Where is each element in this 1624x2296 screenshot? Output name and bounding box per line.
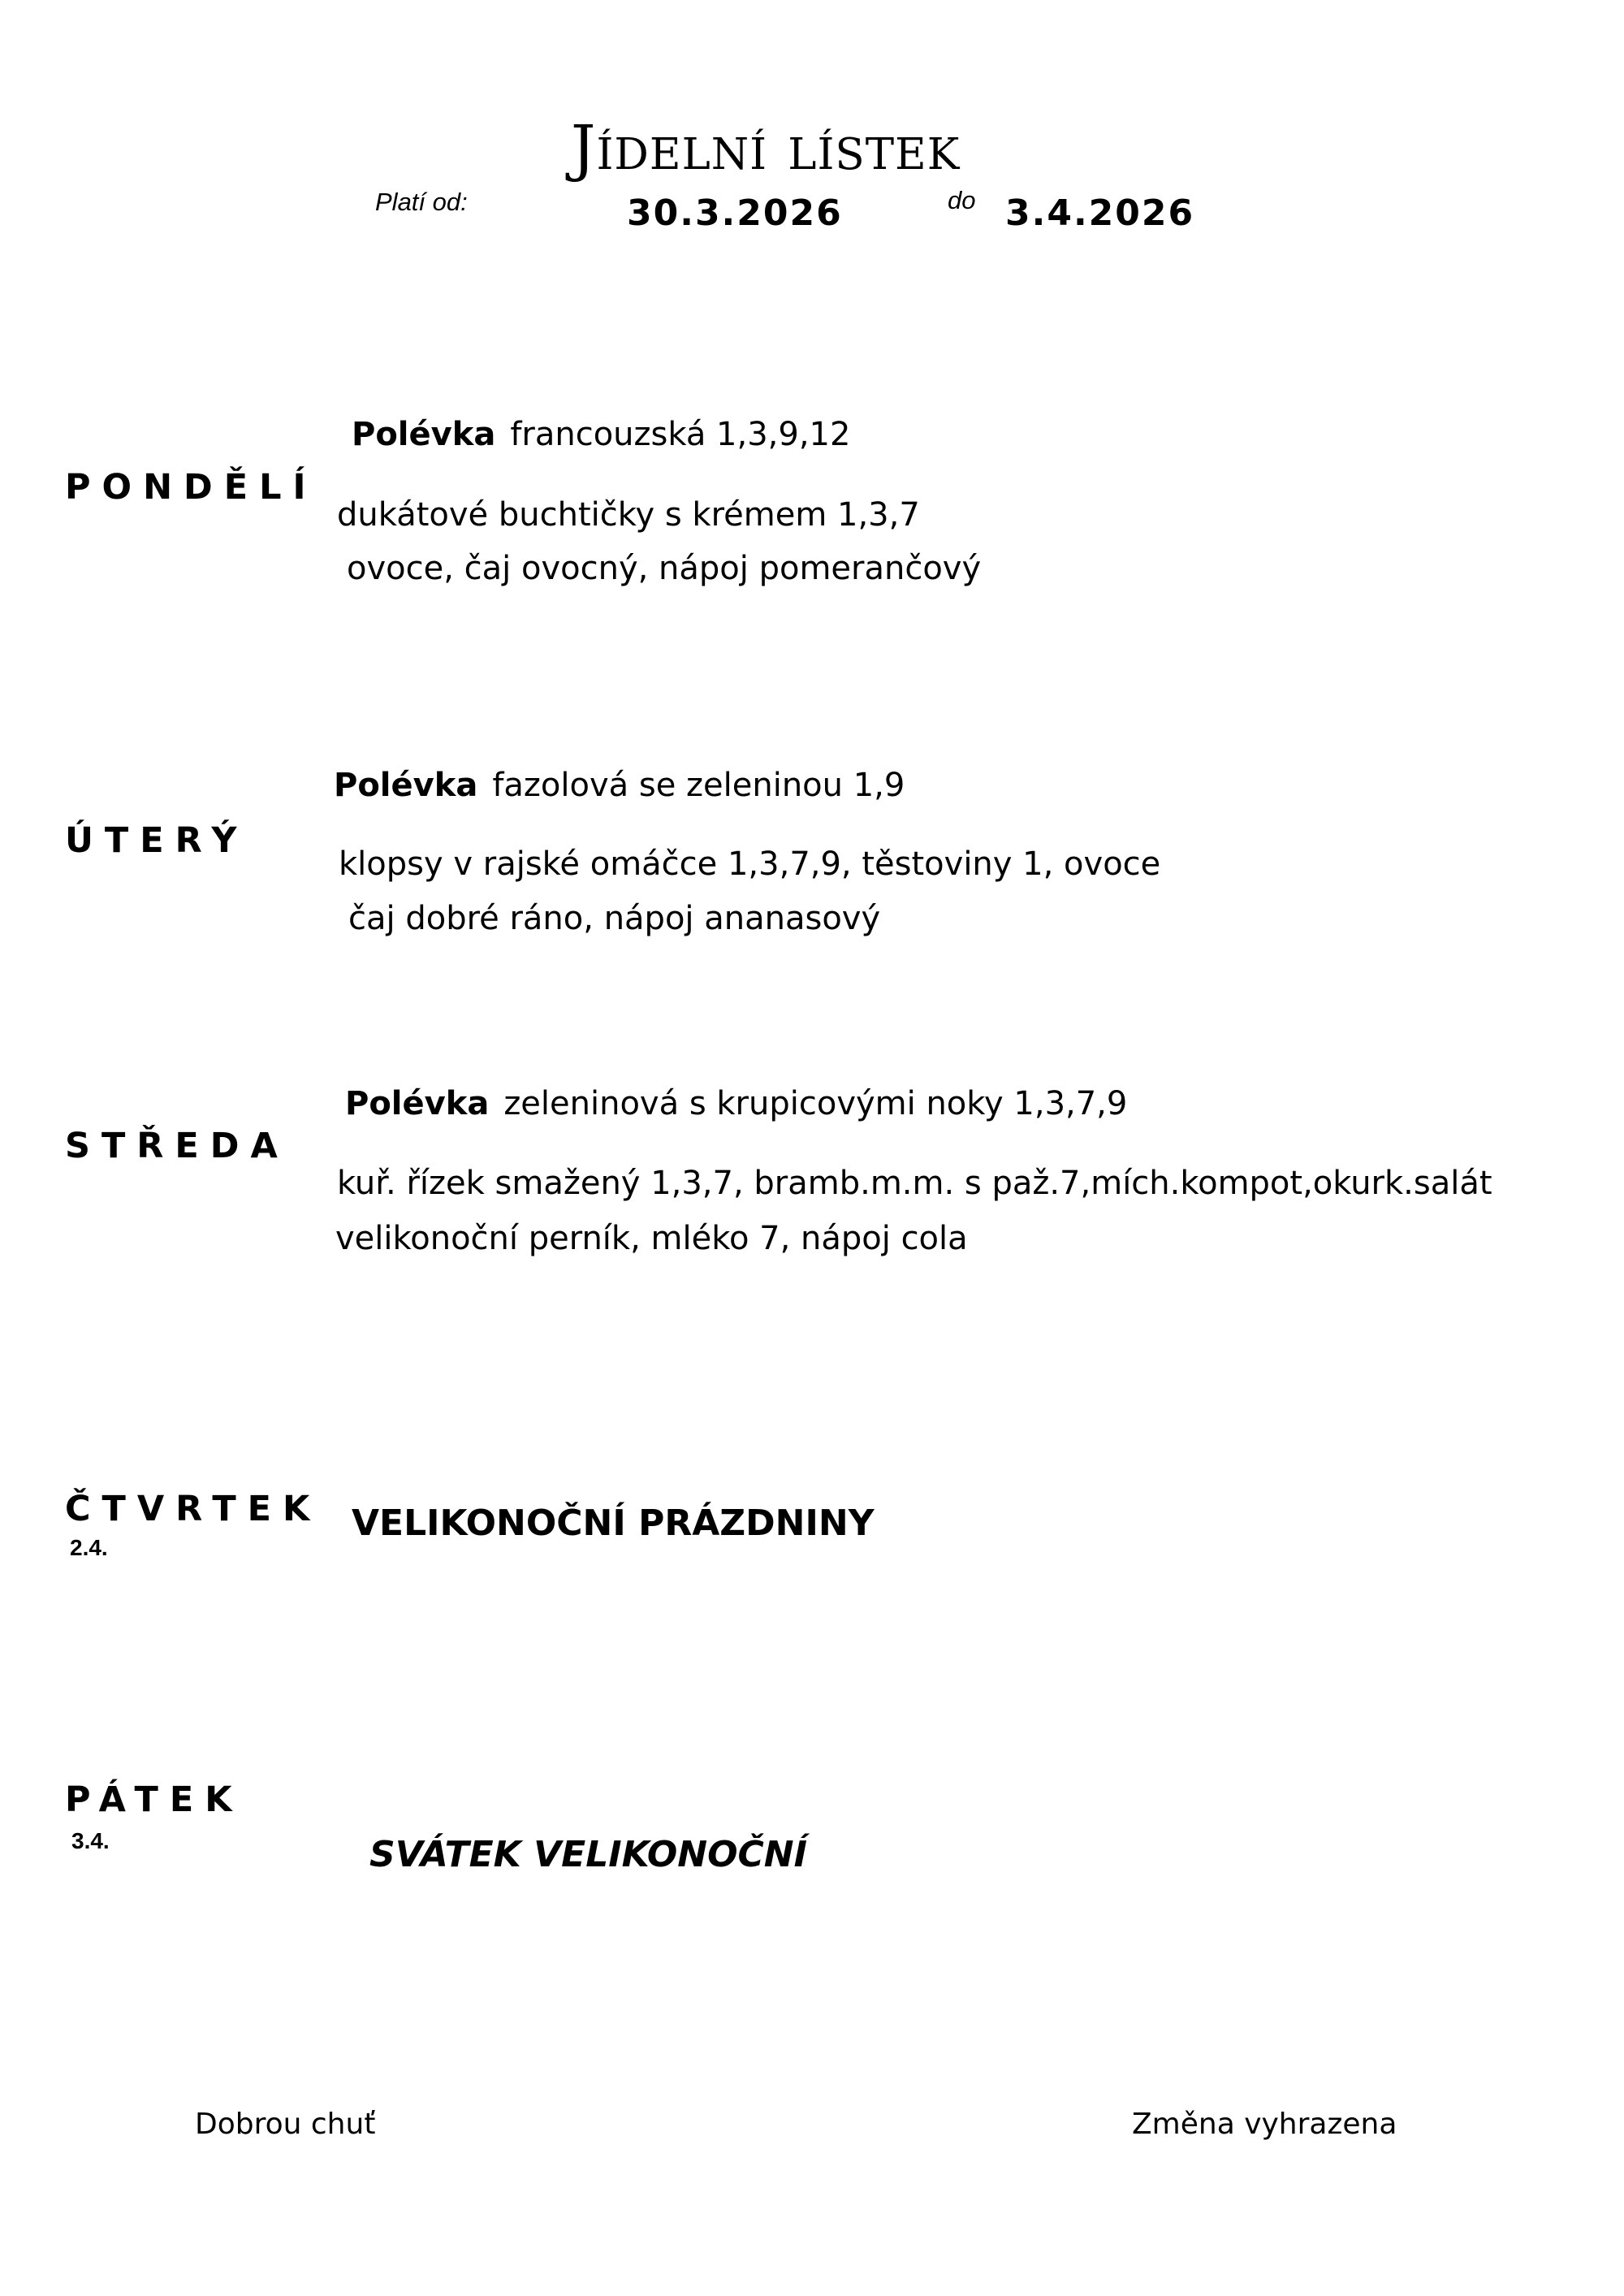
footer-greeting: Dobrou chuť	[195, 2108, 376, 2141]
soup-label: Polévka	[352, 416, 496, 453]
day-name-thursday: ČTVRTEK	[65, 1489, 322, 1529]
soup-row-monday	[352, 414, 850, 455]
date-from: 30.3.2026	[627, 192, 843, 234]
day-name-friday: PÁTEK	[65, 1779, 244, 1820]
main-dish-monday: dukátové buchtičky s krémem 1,3,7	[337, 496, 920, 534]
closed-note-thursday: VELIKONOČNÍ PRÁZDNINY	[352, 1503, 875, 1544]
soup-row-wednesday	[345, 1083, 1127, 1124]
day-date-thursday: 2.4.	[70, 1535, 108, 1560]
soup-label: Polévka	[334, 767, 478, 804]
soup-text: fazolová se zeleninou 1,9	[492, 767, 905, 804]
day-date-friday: 3.4.	[71, 1828, 110, 1853]
date-to: 3.4.2026	[1005, 192, 1195, 234]
closed-note-friday: SVÁTEK VELIKONOČNÍ	[369, 1834, 807, 1875]
extras-wednesday: velikonoční perník, mléko 7, nápoj cola	[335, 1220, 968, 1257]
main-dish-tuesday: klopsy v rajské omáčce 1,3,7,9, těstoviny 1, ovoce	[339, 845, 1161, 883]
day-name-monday: PONDĚLÍ	[65, 467, 317, 508]
day-name-wednesday: STŘEDA	[65, 1126, 289, 1166]
extras-monday: ovoce, čaj ovocný, nápoj pomerančový	[347, 550, 982, 587]
main-dish-wednesday: kuř. řízek smažený 1,3,7, bramb.m.m. s paž.7,mích.kompot,okurk.salát	[337, 1165, 1492, 1202]
soup-text: zeleninová s krupicovými noky 1,3,7,9	[503, 1085, 1128, 1122]
page-title: Jídelní lístek	[571, 111, 961, 184]
soup-row-tuesday	[334, 765, 905, 806]
soup-text: francouzská 1,3,9,12	[510, 416, 851, 453]
footer-disclaimer: Změna vyhrazena	[1132, 2108, 1397, 2141]
day-name-tuesday: ÚTERÝ	[65, 820, 248, 861]
extras-tuesday: čaj dobré ráno, nápoj ananasový	[348, 900, 881, 937]
valid-from-label: Platí od:	[375, 188, 468, 216]
soup-label: Polévka	[345, 1085, 490, 1122]
date-to-label: do	[948, 186, 976, 214]
